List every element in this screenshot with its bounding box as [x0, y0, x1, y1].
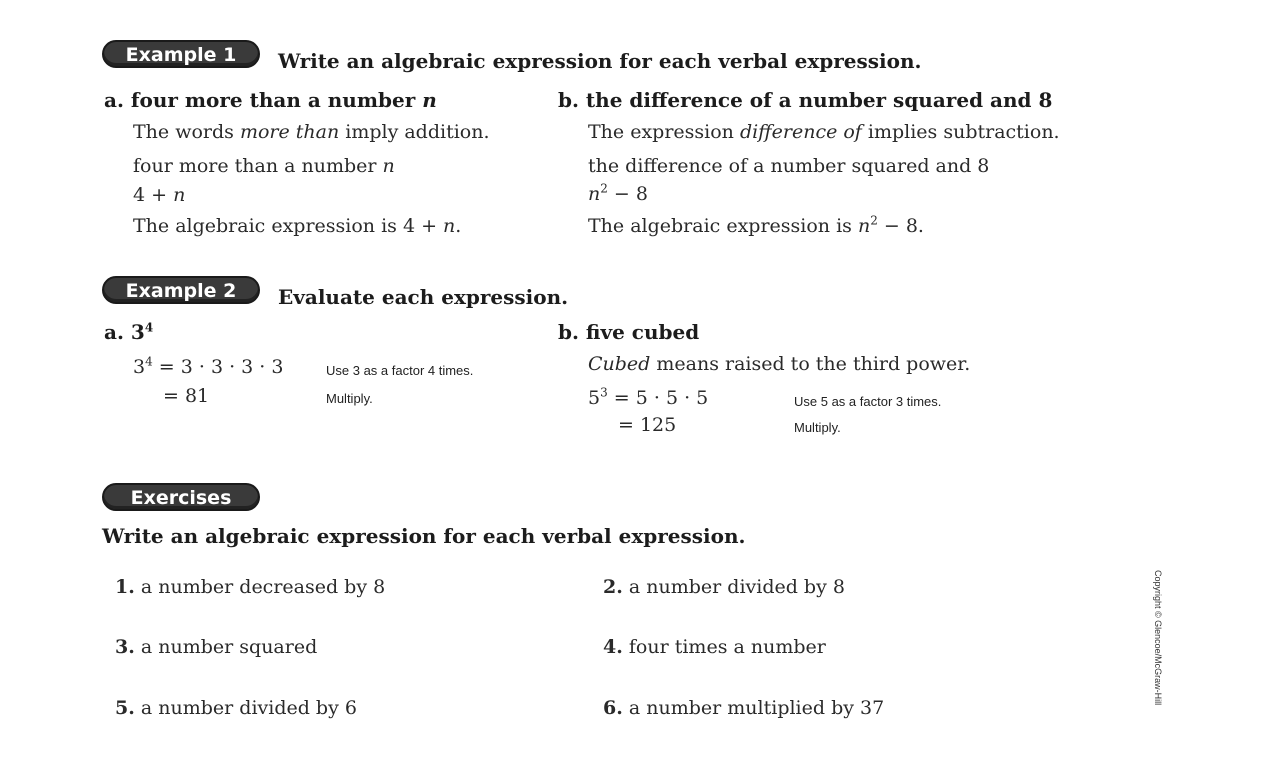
variable: n — [443, 215, 456, 237]
example-2a-title — [104, 320, 153, 344]
exercise-number: 1. — [115, 576, 135, 598]
example-1a-title — [104, 88, 437, 112]
exponent: 2 — [870, 213, 878, 228]
text-segment: four more than a number — [133, 155, 383, 177]
variable: n — [173, 184, 186, 206]
exercise-number: 4. — [603, 636, 623, 658]
emphasis-text: more than — [239, 121, 340, 143]
text-segment: − 8 — [607, 183, 648, 205]
example-1b-title — [558, 88, 1052, 112]
exercise-number: 3. — [115, 636, 135, 658]
exponent: 3 — [600, 385, 608, 400]
example-2a-step-2: = 81 — [163, 385, 210, 407]
example-2b-label: b. — [558, 320, 579, 344]
text-segment: means raised to the third power. — [650, 353, 971, 375]
example-1a-line-4 — [133, 215, 461, 237]
example-2b-title — [558, 320, 699, 344]
example-2-badge: Example 2 — [102, 276, 260, 304]
example-2a-note-1: Use 3 as a factor 4 times. — [326, 363, 474, 378]
example-2a-note-2: Multiply. — [326, 391, 373, 406]
example-1b-line-4 — [588, 215, 924, 237]
example-1a-line-2 — [133, 155, 395, 177]
text-segment: implies subtraction. — [861, 121, 1060, 143]
exponent: 4 — [145, 354, 153, 369]
text-segment: . — [455, 215, 462, 237]
exercise-text: a number divided by 8 — [628, 576, 845, 598]
example-2-instruction: Evaluate each expression. — [278, 285, 569, 309]
example-1-instruction: Write an algebraic expression for each verbal expression. — [278, 49, 922, 73]
exercise-item-6 — [603, 697, 884, 719]
text-segment: = 5 · 5 · 5 — [607, 387, 709, 409]
exercise-item-5 — [115, 697, 357, 719]
exercises-badge: Exercises — [102, 483, 260, 511]
example-1a-line-1 — [133, 121, 490, 143]
exercise-text: a number squared — [140, 636, 318, 658]
example-1a-title-text: four more than a number — [130, 88, 423, 112]
example-1b-label: b. — [558, 88, 579, 112]
example-2b-step-1 — [588, 387, 708, 409]
variable: n — [857, 215, 871, 237]
base: 3 — [130, 320, 145, 344]
exercises-instruction: Write an algebraic expression for each verbal expression. — [102, 524, 746, 548]
exercise-number: 6. — [603, 697, 623, 719]
text-segment: 4 + — [133, 184, 174, 206]
exercise-text: a number divided by 6 — [140, 697, 357, 719]
exercise-text: four times a number — [628, 636, 826, 658]
example-2b-note-1: Use 5 as a factor 3 times. — [794, 394, 942, 409]
exercise-item-4 — [603, 636, 826, 658]
text-segment: − 8. — [877, 215, 924, 237]
base: 3 — [133, 356, 146, 378]
example-1a-title-var: n — [422, 88, 437, 112]
text-segment: The algebraic expression is 4 + — [133, 215, 444, 237]
variable: n — [588, 183, 601, 205]
emphasis-text: Cubed — [588, 353, 651, 375]
example-2a-step-1 — [133, 356, 283, 378]
text-segment: imply addition. — [339, 121, 490, 143]
text-segment: The expression — [588, 121, 740, 143]
example-1a-line-3 — [133, 184, 185, 206]
emphasis-text: difference of — [739, 121, 862, 143]
example-2b-line-1 — [588, 353, 970, 375]
exercise-number: 2. — [603, 576, 623, 598]
base: 5 — [588, 387, 601, 409]
example-1b-title-text: the difference of a number squared and 8 — [585, 88, 1053, 112]
exercise-text: a number decreased by 8 — [140, 576, 386, 598]
example-1a-label: a. — [104, 88, 124, 112]
example-1b-line-3 — [588, 183, 648, 205]
example-2b-note-2: Multiply. — [794, 420, 841, 435]
copyright-notice: Copyright © Glencoe/McGraw-Hill — [1153, 570, 1163, 706]
exponent: 4 — [144, 320, 154, 335]
example-2a-label: a. — [104, 320, 124, 344]
example-1b-line-2: the difference of a number squared and 8 — [588, 155, 990, 177]
example-2b-title-text: five cubed — [585, 320, 700, 344]
exercise-item-2 — [603, 576, 845, 598]
exponent: 2 — [600, 181, 608, 196]
exercise-number: 5. — [115, 697, 135, 719]
text-segment: The algebraic expression is — [588, 215, 858, 237]
exercise-item-1 — [115, 576, 385, 598]
text-segment: The words — [133, 121, 240, 143]
text-segment: = 3 · 3 · 3 · 3 — [152, 356, 284, 378]
example-1b-line-1 — [588, 121, 1060, 143]
example-2b-step-2: = 125 — [618, 414, 677, 436]
exercise-item-3 — [115, 636, 317, 658]
exercise-text: a number multiplied by 37 — [628, 697, 885, 719]
variable: n — [382, 155, 395, 177]
example-1-badge: Example 1 — [102, 40, 260, 68]
